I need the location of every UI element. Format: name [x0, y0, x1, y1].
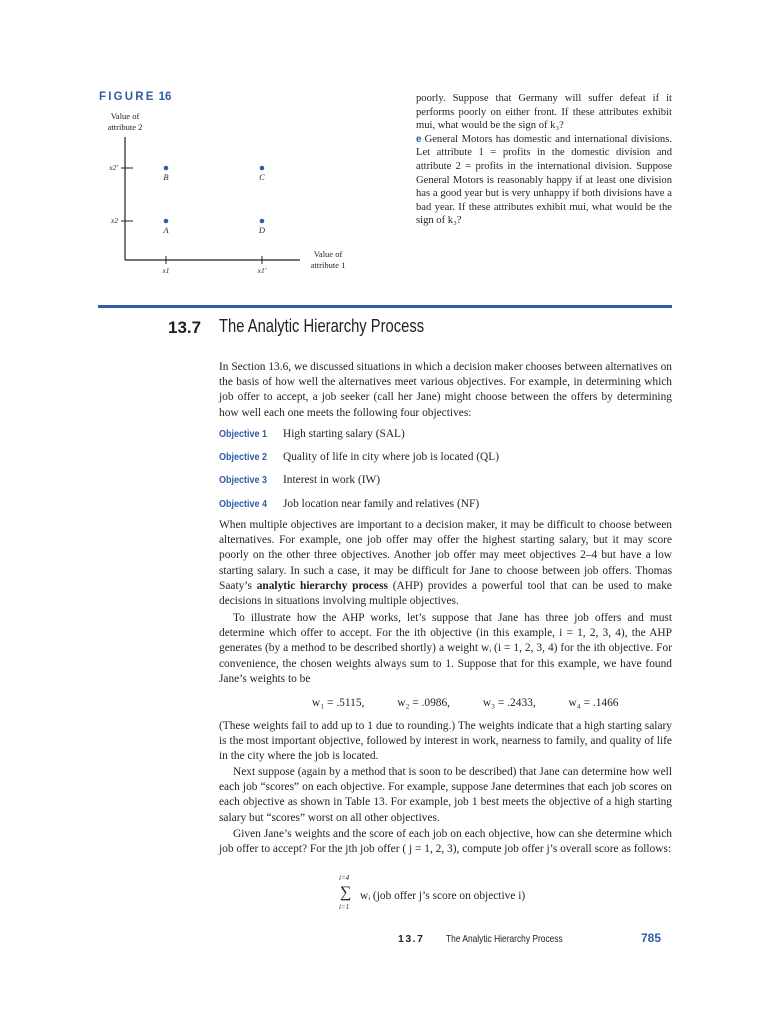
sum-expression: wᵢ (job offer j’s score on objective i) — [360, 890, 526, 902]
objective-row-4 — [219, 497, 479, 512]
paragraph-text: (AHP) provides a powerful tool that can be used to make decisions in situations involving multiple objectives. — [219, 579, 672, 608]
y-axis-label: Value of attribute 2 — [107, 111, 143, 132]
point-c — [260, 166, 265, 171]
exercise-e-text: General Motors has domestic and international divisions. Let attribute 1 = profits in the domestic division and attribute 2 = profits in the international division. Suppose General Motors is reasonably happy if at least one division has a good year but is very unhappy if both divisions have a bad year. If these attributes exhibit mui, what would be the sign of k₃? — [416, 133, 672, 227]
paragraph-overall-score: Given Jane’s weights and the score of each job on each objective, how can she determine which job offer to accept? For the jth job offer ( j = 1, 2, 3), compute job offer j’s overall score as follows: — [219, 828, 672, 856]
exercise-e — [416, 133, 672, 228]
x-axis-label: Value of attribute 1 — [310, 249, 346, 270]
x-tick-label: x1 — [162, 266, 170, 275]
paragraph-intro: In Section 13.6, we discussed situations in which a decision maker chooses between alternatives on the basis of how well the alternatives meet various objectives. For example, in determining which job offer to accept, a job seeker (call her Jane) might choose between the offers by determining how well each one meets the following four objectives: — [219, 361, 672, 419]
weight-w4: w₄ = .1466 — [568, 697, 619, 709]
weight-w3: w₃ = .2433, — [482, 697, 536, 709]
section-number: 13.7 — [168, 318, 202, 337]
sum-lower-limit: i=1 — [339, 903, 350, 911]
objective-label: Objective 2 — [219, 452, 268, 463]
objective-text: High starting salary (SAL) — [283, 428, 405, 440]
point-b — [164, 166, 169, 171]
exercise-block — [416, 92, 672, 228]
sum-symbol: ∑ — [340, 884, 352, 901]
y-tick-label: x2′ — [109, 163, 118, 172]
figure-number: 16 — [158, 91, 172, 103]
point-label-c: C — [259, 172, 265, 182]
paragraph-illustration: To illustrate how the AHP works, let’s suppose that Jane has three job offers and must determine which offer to accept. For the ith objective (in this example, i = 1, 2, 3, 4), the AHP generates (by a method to be described shortly) a weight wᵢ (i = 1, 2, 3, 4) for the ith objective. For convenience, the chosen weights always sum to 1. Suppose that for this example, we have found Jane’s weights to be — [219, 612, 672, 685]
paragraph-weights-note: (These weights fail to add up to 1 due to rounding.) The weights indicate that a high starting salary is the most important objective, followed by interest in work, nearness to family, and quality of life in the city where the job is located. — [219, 720, 672, 763]
exercise-continuation: poorly. Suppose that Germany will suffer defeat if it performs poorly on either front. If these attributes exhibit mui, what would be the sign of k₃? — [416, 93, 672, 132]
objective-row-2 — [219, 450, 499, 465]
section-rule — [98, 305, 672, 308]
weight-w2: w₂ = .0986, — [397, 697, 451, 709]
point-d — [260, 219, 265, 224]
objective-text: Job location near family and relatives (NF) — [283, 498, 480, 510]
weight-w1: w₁ = .5115, — [312, 697, 365, 709]
point-label-a: A — [163, 225, 169, 235]
footer-section-number: 13.7 — [398, 933, 425, 945]
objective-label: Objective 1 — [219, 429, 268, 440]
objective-row-3 — [219, 473, 380, 488]
paragraph-scores: Next suppose (again by a method that is soon to be described) that Jane can determine how well each job “scores” on each objective. For example, suppose Jane determines that each job scores on each objective as shown in Table 13. For example, job 1 best meets the objective of a high starting salary but “scores” worst on all other objectives. — [219, 766, 672, 824]
figure-word: FIGURE — [99, 91, 156, 103]
footer-section-title: The Analytic Hierarchy Process — [446, 933, 563, 945]
page-number: 785 — [641, 931, 662, 945]
paragraph-multiple-objectives — [219, 518, 672, 609]
objective-label: Objective 3 — [219, 475, 268, 486]
key-term: analytic hierarchy process — [256, 579, 388, 592]
weights-equation — [312, 697, 649, 709]
point-label-b: B — [163, 172, 169, 182]
y-tick-label: x2 — [110, 216, 118, 225]
x-tick-label: x1′ — [257, 266, 267, 275]
objective-text: Quality of life in city where job is located (QL) — [283, 451, 500, 463]
objective-label: Objective 4 — [219, 499, 268, 510]
objective-text: Interest in work (IW) — [283, 474, 381, 486]
section-title: The Analytic Hierarchy Process — [219, 316, 425, 336]
sum-upper-limit: i=4 — [339, 874, 350, 882]
paragraph-text: When multiple objectives are important to a decision maker, it may be difficult to choose between alternatives. For example, one job offer may offer the highest starting salary, but it may score poorly on the other three objectives. Another job offer may meet objectives 2–4 but have a low starting salary. In such a case, it may be difficult for Jane to choose between job offers. Thomas Saaty’s — [219, 519, 672, 592]
exercise-letter: e — [416, 133, 422, 145]
point-label-d: D — [258, 225, 266, 235]
objective-row-1 — [219, 427, 405, 442]
point-a — [164, 219, 169, 224]
